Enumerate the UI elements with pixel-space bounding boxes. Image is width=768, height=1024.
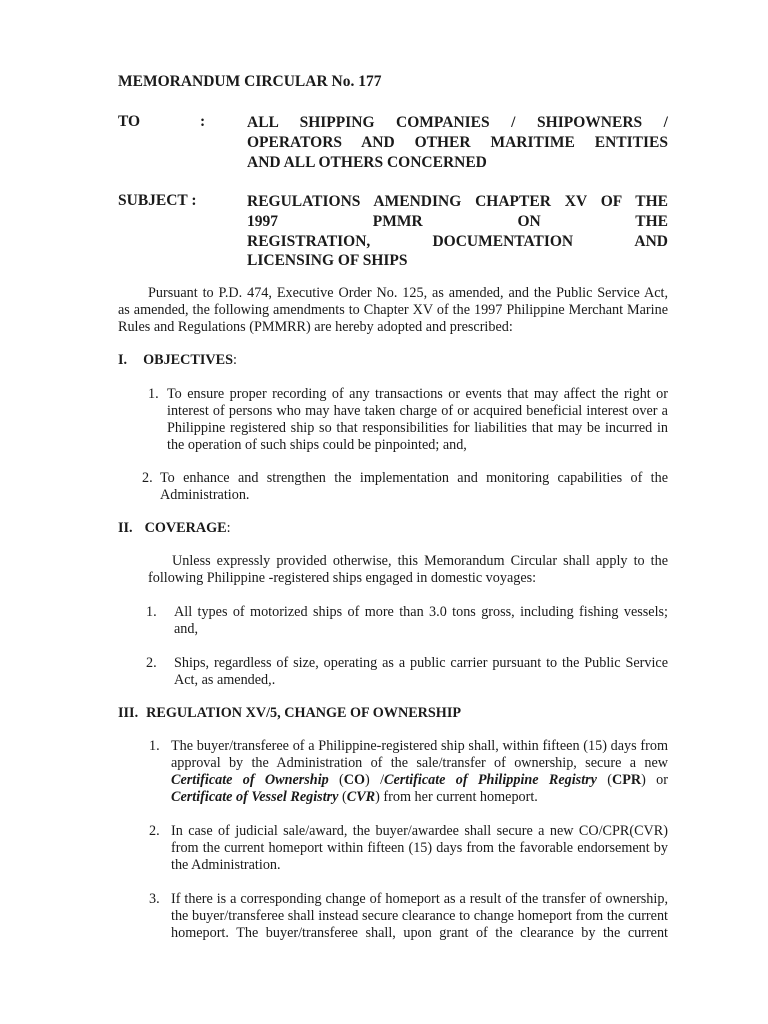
section-numeral: I. bbox=[118, 352, 128, 368]
subject-line: REGULATIONS AMENDING CHAPTER XV OF THE bbox=[247, 193, 668, 210]
list-item-line: All types of motorized ships of more than 3.0 tons gross, including fishing vessels; bbox=[174, 604, 668, 620]
emphasis-text: CPR bbox=[611, 772, 642, 788]
section-suffix: : bbox=[226, 520, 231, 536]
list-item-line bbox=[171, 789, 538, 806]
emphasis-text: CVR bbox=[346, 789, 376, 805]
list-item-line bbox=[171, 772, 668, 789]
preamble-line: Pursuant to P.D. 474, Executive Order No. 125, as amended, and the Public Service Act, bbox=[148, 285, 668, 301]
list-item-line: the Administration. bbox=[171, 857, 281, 873]
section-heading-objectives bbox=[118, 352, 237, 369]
list-item-line: If there is a corresponding change of homeport as a result of the transfer of ownership, bbox=[171, 891, 668, 907]
list-item-line: Philippine registered ship so that responsibilities for liabilities that may be incurred in bbox=[167, 420, 668, 436]
list-number: 2. bbox=[149, 823, 160, 839]
subject-line: REGISTRATION, DOCUMENTATION AND bbox=[247, 233, 668, 250]
section-numeral: II. bbox=[118, 520, 133, 536]
section-numeral: III. bbox=[118, 705, 139, 721]
text-run: ) bbox=[375, 789, 380, 805]
subject-line: LICENSING OF SHIPS bbox=[247, 252, 408, 269]
list-number: 1. bbox=[148, 386, 159, 402]
list-item-line: interest of persons who may have taken charge of or acquired beneficial interest over a bbox=[167, 403, 668, 419]
list-item-line: To enhance and strengthen the implementation and monitoring capabilities of the bbox=[160, 470, 668, 486]
emphasis-text: CO bbox=[343, 772, 366, 788]
emphasis-text: Certificate of Vessel Registry bbox=[171, 789, 339, 805]
list-item-line: To ensure proper recording of any transactions or events that may affect the right or bbox=[167, 386, 668, 402]
memo-title: MEMORANDUM CIRCULAR No. 177 bbox=[118, 73, 382, 90]
list-item-line: the operation of such ships could be pinpointed; and, bbox=[167, 437, 467, 453]
section-suffix: : bbox=[232, 352, 237, 368]
preamble-line: Rules and Regulations (PMMRR) are hereby adopted and prescribed: bbox=[118, 319, 513, 335]
list-number: 1. bbox=[149, 738, 160, 754]
list-number: 2. bbox=[146, 655, 157, 671]
text-run: ) or bbox=[641, 772, 668, 788]
list-item-line: In case of judicial sale/award, the buyer/awardee shall secure a new CO/CPR(CVR) bbox=[171, 823, 668, 839]
list-item-line: Administration. bbox=[160, 487, 250, 503]
text-run: ( bbox=[596, 772, 612, 788]
list-item-line: the buyer/transferee shall instead secure clearance to change homeport from the current bbox=[171, 908, 668, 924]
text-run: ) / bbox=[365, 772, 385, 788]
list-item-line: and, bbox=[174, 621, 199, 637]
to-line: AND ALL OTHERS CONCERNED bbox=[247, 154, 487, 171]
list-item-line: homeport. The buyer/transferee shall, upon grant of the clearance by the current bbox=[171, 925, 668, 941]
to-line: OPERATORS AND OTHER MARITIME ENTITIES bbox=[247, 134, 668, 151]
text-run: from her current homeport. bbox=[379, 789, 538, 805]
section-title: OBJECTIVES bbox=[143, 352, 233, 368]
list-number: 3. bbox=[149, 891, 160, 907]
list-item-line: from the current homeport within fifteen (15) days from the favorable endorsement by bbox=[171, 840, 668, 856]
list-item-line: approval by the Administration of the sale/transfer of ownership, secure a new bbox=[171, 755, 668, 771]
list-item-line: Act, as amended,. bbox=[174, 672, 276, 688]
subject-line: 1997 PMMR ON THE bbox=[247, 213, 668, 230]
section-heading-coverage bbox=[118, 520, 231, 537]
text-run: ( bbox=[328, 772, 344, 788]
to-label: TO bbox=[118, 113, 141, 130]
emphasis-text: Certificate of Philippine Registry bbox=[384, 772, 597, 788]
preamble-line: as amended, the following amendments to Chapter XV of the 1997 Philippine Merchant Marine bbox=[118, 302, 668, 318]
to-line: ALL SHIPPING COMPANIES / SHIPOWNERS / bbox=[247, 114, 668, 131]
emphasis-text: Certificate of Ownership bbox=[171, 772, 329, 788]
list-item-line: Ships, regardless of size, operating as a public carrier pursuant to the Public Service bbox=[174, 655, 668, 671]
list-number: 1. bbox=[146, 604, 157, 620]
to-colon: : bbox=[200, 113, 206, 130]
section-heading-change-of-ownership bbox=[118, 705, 461, 722]
section-title: REGULATION XV/5, CHANGE OF OWNERSHIP bbox=[146, 705, 462, 721]
list-item-line: The buyer/transferee of a Philippine-registered ship shall, within fifteen (15) days from bbox=[171, 738, 668, 754]
coverage-intro-line: following Philippine -registered ships engaged in domestic voyages: bbox=[148, 570, 537, 586]
list-number: 2. bbox=[142, 470, 153, 486]
text-run: ( bbox=[338, 789, 347, 805]
coverage-intro-line: Unless expressly provided otherwise, this Memorandum Circular shall apply to the bbox=[172, 553, 668, 569]
section-title: COVERAGE bbox=[144, 520, 227, 536]
subject-label: SUBJECT : bbox=[118, 192, 197, 209]
